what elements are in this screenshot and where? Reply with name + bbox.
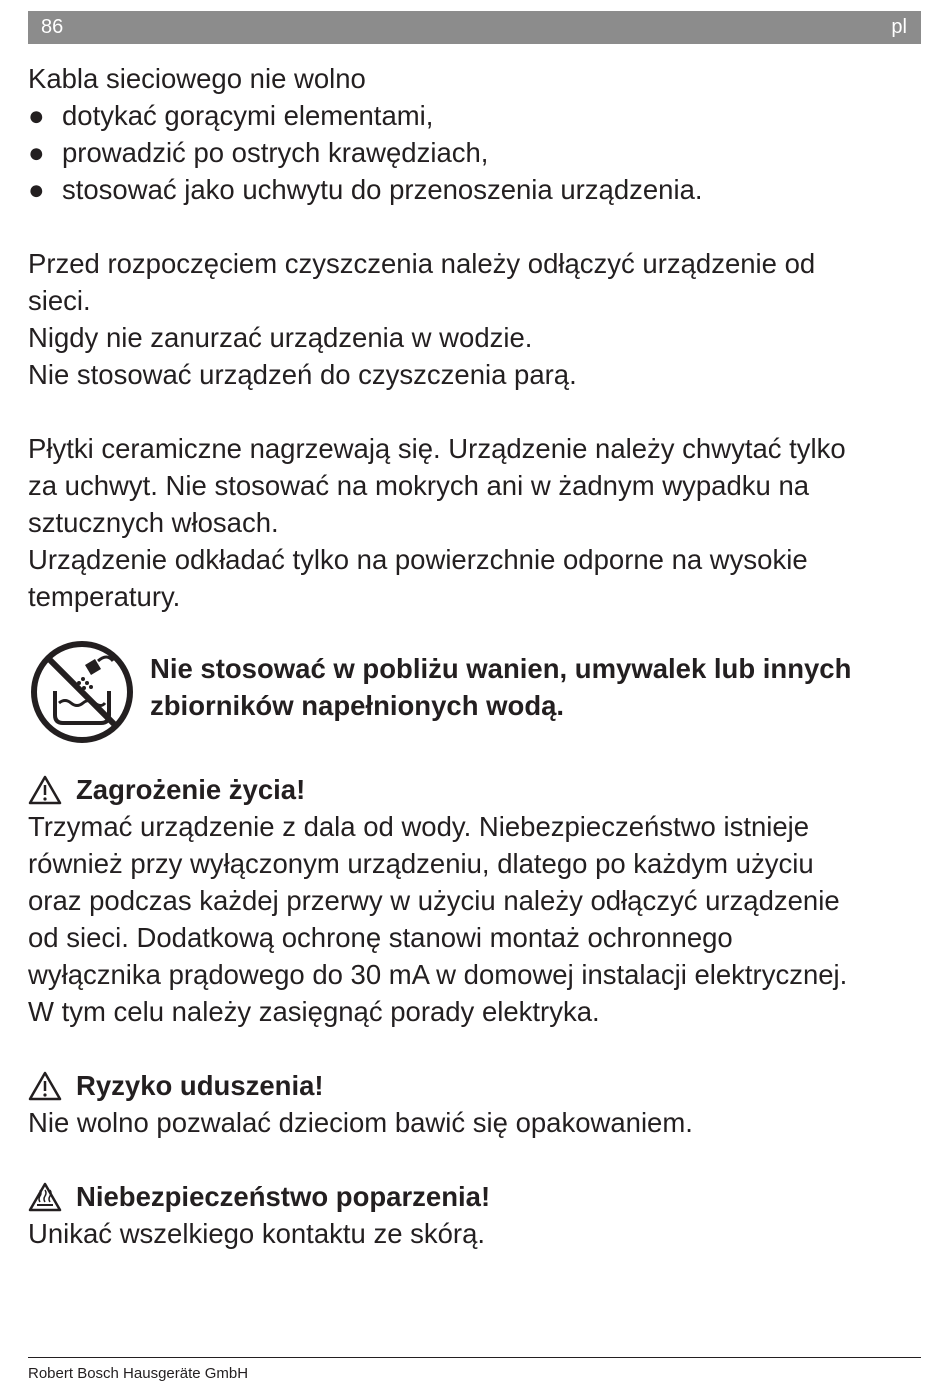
danger-life-line: W tym celu należy zasięgnąć porady elektryka. [28,996,600,1027]
bullet-icon: ● [28,100,45,131]
cleaning-line: Przed rozpoczęciem czyszczenia należy odłączyć urządzenie od [28,248,816,279]
language-code: pl [891,16,907,38]
cleaning-line: Nie stosować urządzeń do czyszczenia parą. [28,359,577,390]
danger-life-line: również przy wyłączonym urządzeniu, dlatego po każdym użyciu [28,848,814,879]
footer-divider [28,1357,921,1358]
warning-triangle-icon [28,1071,62,1101]
page-content [28,60,923,1252]
page-header [28,11,921,44]
bullet-icon: ● [28,137,45,168]
list-item: ● stosować jako uchwytu do przenoszenia urządzenia. [28,171,923,208]
page-number: 86 [41,16,64,38]
danger-life-line: od sieci. Dodatkową ochronę stanowi montaż ochronnego [28,922,733,953]
bath-warning [28,639,923,745]
list-item: ● dotykać gorącymi elementami, [28,97,923,134]
danger-life-title: Zagrożenie życia! [28,771,923,808]
burn-title: Niebezpieczeństwo poparzenia! [28,1178,923,1215]
footer-company: Robert Bosch Hausgeräte GmbH [28,1365,249,1382]
plates-line: sztucznych włosach. [28,507,279,538]
suffocation-line: Nie wolno pozwalać dzieciom bawić się opakowaniem. [28,1107,693,1138]
plates-line: Płytki ceramiczne nagrzewają się. Urządzenie należy chwytać tylko [28,433,846,464]
no-bath-icon [29,639,135,745]
warning-triangle-icon [28,775,62,805]
burn-line: Unikać wszelkiego kontaktu ze skórą. [28,1218,486,1249]
bath-warning-text: Nie stosować w pobliżu wanien, umywalek lub innych zbiorników napełnionych wodą. [150,653,852,721]
bullet-icon: ● [28,174,45,205]
danger-life-line: wyłącznika prądowego do 30 mA w domowej instalacji elektrycznej. [28,959,848,990]
plates-line: Urządzenie odkładać tylko na powierzchnie odporne na wysokie [28,544,808,575]
plates-line: za uchwyt. Nie stosować na mokrych ani w żadnym wypadku na [28,470,810,501]
cleaning-line: sieci. [28,285,91,316]
plates-line: temperatury. [28,581,181,612]
suffocation-title: Ryzyko uduszenia! [28,1067,923,1104]
danger-life-line: Trzymać urządzenie z dala od wody. Niebezpieczeństwo istnieje [28,811,810,842]
danger-life-line: oraz podczas każdej przerwy w użyciu należy odłączyć urządzenie [28,885,840,916]
hot-surface-warning-icon [28,1182,62,1212]
cleaning-line: Nigdy nie zanurzać urządzenia w wodzie. [28,322,533,353]
cable-intro: Kabla sieciowego nie wolno [28,63,366,94]
list-item: ● prowadzić po ostrych krawędziach, [28,134,923,171]
